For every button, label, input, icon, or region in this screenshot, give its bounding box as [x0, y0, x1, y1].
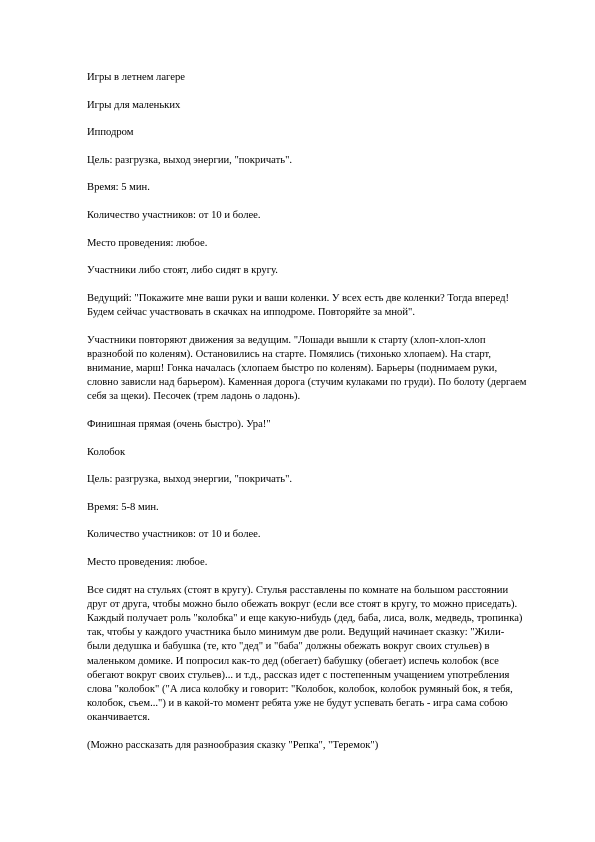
game-title-hippodrome: Ипподром	[87, 127, 134, 139]
game-title-kolobok: Колобок	[87, 446, 126, 458]
game-finish: Финишная прямая (очень быстро). Ура!"	[87, 418, 271, 430]
game-participants: Количество участников: от 10 и более.	[87, 529, 261, 541]
game-description: Все сидят на стульях (стоят в кругу). Стулья расставлены по комнате на большом расстоянии друг от друга, чтобы можно было обежать вокруг (если все стоят в кругу, то можно приседать). Каждый получает роль "колобка" и еще какую-нибудь (дед, баба, лиса, волк, медведь, тропинка) так, чтобы у каждого участника было минимум две роли. Ведущий начинает сказку: "Жили-были дедушка и бабушка (те, кто "дед" и "баба" должны обежать вокруг своих стульев) в маленьком домике. И попросил как-то дед (обегает) бабушку (обегает) испечь колобок (все обегают вокруг своих стульев)... и т.д., рассказ идет с постепенным учащением употребления слова "колобок" ("А лиса колобку и говорит: "Колобок, колобок, колобок румяный бок, я тебя, колобок, съем...") и в какой-то момент ребята уже не будут успевать бегать - игра сама собою оканчивается.	[87, 584, 523, 724]
game-participants: Количество участников: от 10 и более.	[87, 209, 261, 221]
game-location: Место проведения: любое.	[87, 237, 208, 249]
game-goal: Цель: разгрузка, выход энергии, "покричать".	[87, 154, 293, 166]
game-duration: Время: 5 мин.	[87, 182, 150, 194]
game-setup: Участники либо стоят, либо сидят в кругу.	[87, 265, 278, 277]
game-duration: Время: 5-8 мин.	[87, 501, 159, 513]
game-location: Место проведения: любое.	[87, 556, 208, 568]
document-title: Игры в летнем лагере	[87, 72, 185, 83]
game-description: Участники повторяют движения за ведущим. "Лошади вышли к старту (хлоп-хлоп-хлоп вразнобой по коленям). Остановились на старте. Помялись (тихонько хлопаем). На старт, внимание, марш! Гонка началась (хлопаем быстро по коленям). Барьеры (поднимаем руки, словно зависли над барьером). Каменная дорога (стучим кулаками по груди). По болоту (дергаем себя за щеки). Песочек (трем ладонь о ладонь).	[87, 334, 527, 403]
section-heading: Игры для маленьких	[87, 99, 181, 111]
document-body	[87, 71, 527, 767]
game-goal: Цель: разгрузка, выход энергии, "покричать".	[87, 474, 293, 486]
game-variation-note: (Можно рассказать для разнообразия сказку "Репка", "Теремок")	[87, 739, 379, 751]
host-speech: Ведущий: "Покажите мне ваши руки и ваши коленки. У всех есть две коленки? Тогда вперед! Будем сейчас участвовать в скачках на ипподроме. Повторяйте за мной".	[87, 292, 510, 318]
